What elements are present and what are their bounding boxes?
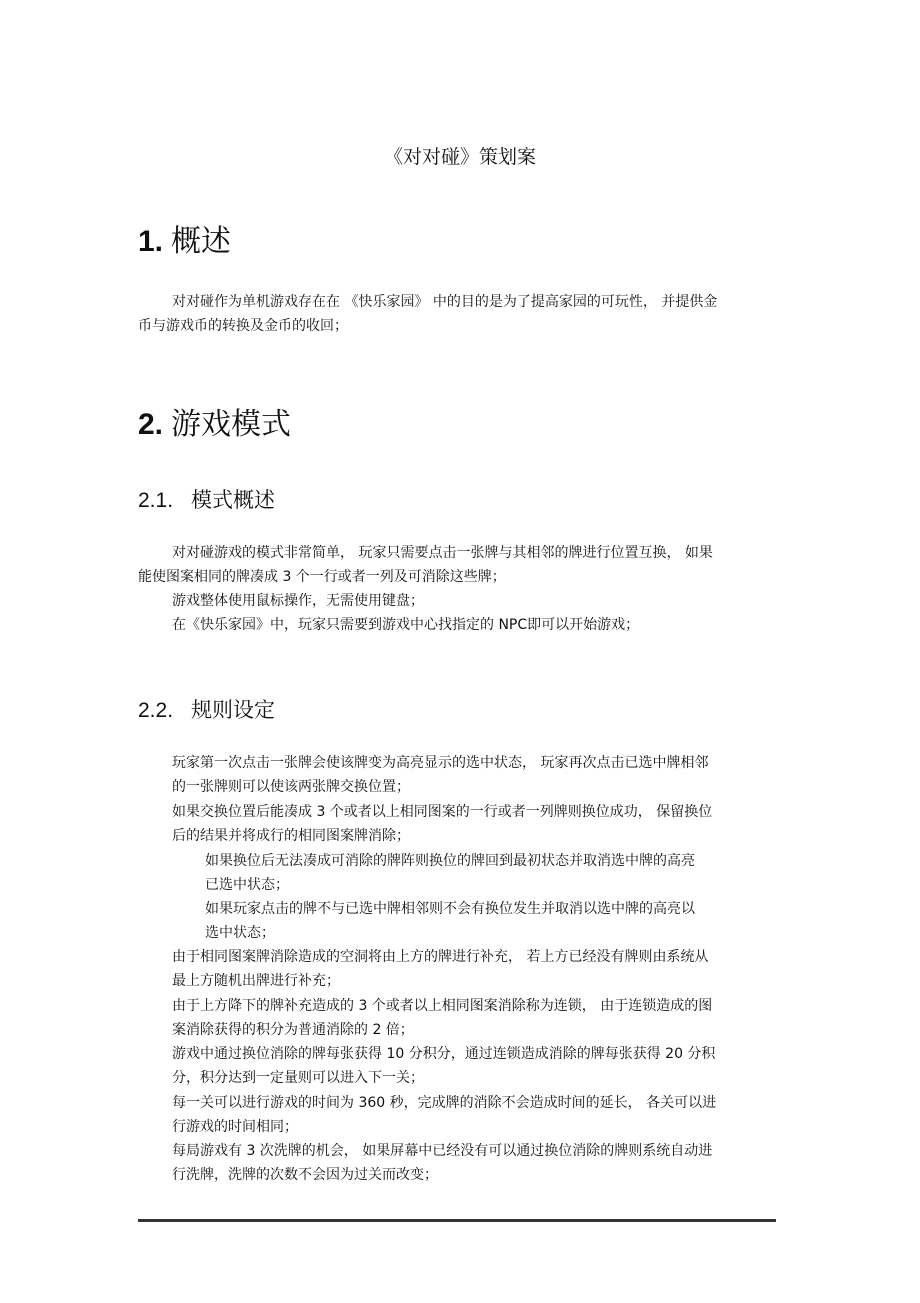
paragraph-line: 在《快乐家园》中，玩家只需要到游戏中心找指定的 NPC即可以开始游戏； — [172, 617, 640, 633]
paragraph-line: 游戏整体使用鼠标操作，无需使用键盘； — [172, 593, 424, 609]
rule-line: 已选中状态； — [205, 877, 289, 893]
paragraph-line: 对对碰游戏的模式非常简单， 玩家只需要点击一张牌与其相邻的牌进行位置互换， 如果 — [172, 545, 713, 561]
section-heading-overview — [138, 222, 231, 262]
document-title: 《对对碰》策划案 — [383, 146, 536, 168]
subsection-number: 2.1. — [138, 489, 174, 512]
rule-line: 选中状态； — [205, 925, 275, 941]
rule-line: 行洗牌，洗牌的次数不会因为过关而改变； — [172, 1167, 438, 1183]
rule-line: 行游戏的时间相同； — [172, 1119, 298, 1135]
rule-line: 最上方随机出牌进行补充； — [172, 973, 340, 989]
rule-line: 如果玩家点击的牌不与已选中牌相邻则不会有换位发生并取消以选中牌的高亮以 — [205, 901, 695, 917]
section-heading-game-mode — [138, 405, 291, 445]
rule-line: 玩家第一次点击一张牌会使该牌变为高亮显示的选中状态， 玩家再次点击已选中牌相邻 — [172, 755, 709, 771]
rule-line: 分，积分达到一定量则可以进入下一关； — [172, 1070, 424, 1086]
subsection-title: 模式概述 — [191, 488, 276, 512]
rule-line: 每局游戏有 3 次洗牌的机会， 如果屏幕中已经没有可以通过换位消除的牌则系统自动进 — [172, 1143, 713, 1159]
section-title: 游戏模式 — [171, 407, 292, 442]
subsection-heading-mode-overview — [138, 485, 275, 516]
section-number: 1. — [138, 225, 164, 258]
paragraph-line: 币与游戏币的转换及金币的收回； — [138, 318, 348, 334]
footer-divider — [138, 1219, 776, 1222]
rule-line: 游戏中通过换位消除的牌每张获得 10 分积分，通过连锁造成消除的牌每张获得 20 分积 — [172, 1046, 716, 1062]
rule-line: 的一张牌则可以使该两张牌交换位置； — [172, 779, 410, 795]
section-number: 2. — [138, 408, 164, 441]
subsection-number: 2.2. — [138, 699, 174, 722]
subsection-heading-rules — [138, 695, 275, 726]
subsection-title: 规则设定 — [191, 698, 276, 722]
paragraph-line: 对对碰作为单机游戏存在在 《快乐家园》 中的目的是为了提高家园的可玩性， 并提供金 — [172, 294, 718, 310]
paragraph-line: 能使图案相同的牌凑成 3 个一行或者一列及可消除这些牌； — [138, 569, 506, 585]
section-title: 概述 — [171, 224, 232, 259]
rule-line: 案消除获得的积分为普通消除的 2 倍； — [172, 1022, 414, 1038]
rule-line: 由于相同图案牌消除造成的空洞将由上方的牌进行补充， 若上方已经没有牌则由系统从 — [172, 949, 709, 965]
rule-line: 由于上方降下的牌补充造成的 3 个或者以上相同图案消除称为连锁， 由于连锁造成的图 — [172, 998, 713, 1014]
rule-line: 如果交换位置后能凑成 3 个或者以上相同图案的一行或者一列牌则换位成功， 保留换位 — [172, 804, 713, 820]
rule-line: 每一关可以进行游戏的时间为 360 秒，完成牌的消除不会造成时间的延长， 各关可以进 — [172, 1095, 717, 1111]
rule-line: 后的结果并将成行的相同图案牌消除； — [172, 828, 410, 844]
rule-line: 如果换位后无法凑成可消除的牌阵则换位的牌回到最初状态并取消选中牌的高亮 — [205, 853, 695, 869]
